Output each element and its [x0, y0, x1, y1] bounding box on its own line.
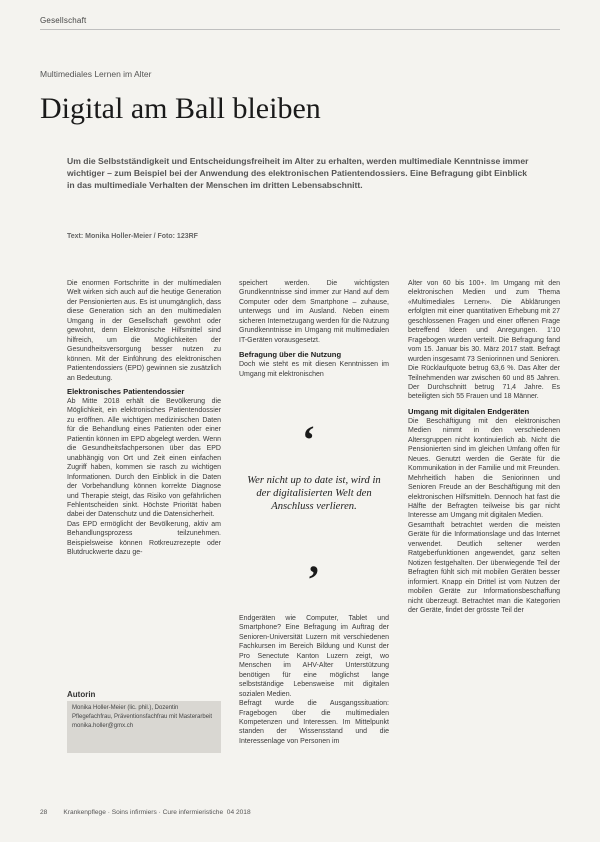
paragraph: speichert werden. Die wichtigsten Grundkenntnisse sind immer zur Hand auf dem Computer oder dem Smartphone – zuhause, unterwegs und im Ausland. Neben einem sicheren Internetzugang werden für die Nutzung Grundkenntnisse im Umgang mit multimedialen IT-Geräten vorausgesetzt.	[239, 280, 389, 344]
paragraph: Endgeräten wie Computer, Tablet und Smartphone? Eine Befragung im Auftrag der Senioren-Universität Luzern mit verschiedenen Fachkursen im Bereich Bildung und Kunst der Pro Senectute Kanton Luzern zeigt, wo Menschen im AHV-Alter Unterstützung benötigen für eine möglichst lange selbstständige Lebensweise mit digitalen sozialen Medien.	[239, 615, 389, 698]
paragraph: Die enormen Fortschritte in der multimedialen Welt wirken sich auch auf die heutige Generation der Pensionierten aus. Es ist unumgänglich, dass diese Generation sich an den multimedialen Umgang in der Gesellschaft gewöhnt oder gewohnt, denn Elektronische Hilfsmittel sind hilfreich, um die Möglichkeiten der Gesundheitsversorgung besser nutzen zu können. Mit der Einführung des elektronischen Patientendossiers (EPD) gewinnen sie zusätzlich an Bedeutung.	[67, 280, 221, 382]
paragraph: Alter von 60 bis 100+. Im Umgang mit den elektronischen Medien und zum Thema «Multimediales Lernen». Die Abklärungen erfolgten mit einer quantitativen Erhebung mit 27 geschlossenen Fragen und einer offenen Frage betreffend Ideen und Anregungen. 1'10 Fragebogen wurden verteilt. Die Befragung fand vom 15. Januar bis 30. März 2017 statt. Befragt wurden insgesamt 73 Seniorinnen und Senioren. Die Rücklaufquote betrug 63,6 %. Das Alter der Teilnehmenden war zwischen 60 und 85 Jahren. Der Durchschnitt betrug 71,4 Jahre. Es beteiligten sich 55 Frauen und 18 Männer.	[408, 280, 560, 401]
pull-quote: Wer nicht up to date ist, wird in der digitalisierten Welt den Anschluss verlieren.	[247, 475, 381, 513]
header-divider	[40, 29, 560, 30]
article-lead: Um die Selbstständigkeit und Entscheidungsfreiheit im Alter zu erhalten, werden multimediale Kenntnisse immer wichtiger – zum Beispiel bei der Anwendung des elektronischen Patientendossiers. Eine Befragung gibt Einblick in das multimediale Verhalten der Menschen im dritten Lebensabschnitt.	[67, 156, 529, 191]
author-heading: Autorin	[67, 690, 96, 699]
publication-name: Krankenpflege · Soins infirmiers · Cure infermieristiche	[63, 809, 224, 816]
paragraph: Das EPD ermöglicht der Bevölkerung, aktiv am Behandlungsprozess teilzunehmen. Beispielsweise können Rotkreuzrezepte oder Blutdruckwerte dazu ge-	[67, 520, 221, 557]
paragraph: Gesamthaft betrachtet werden die meisten Geräte für die Informationslage und das Internet verwendet. Deutlich seltener werden Ratgeberfunktionen angewendet, ganz selten Notizen festgehalten. Der überwiegende Teil der Befragten fühlt sich mit mobilen Geräten besser informiert. Knapp ein Drittel ist vom Nutzen der mobilen Geräte zur Informationsbeschaffung nicht überzeugt. Betrachtet man die Kategorien der Geräte, findet der grösste Teil der	[408, 521, 560, 614]
quote-open-mark-icon: ‘	[302, 417, 316, 462]
quote-close-mark-icon: ’	[307, 557, 321, 602]
page-number: 28	[40, 809, 48, 816]
page-footer	[40, 809, 251, 816]
text-column-1	[67, 279, 221, 558]
subheading-endgeraete: Umgang mit digitalen Endgeräten	[408, 406, 530, 416]
issue-number: 04 2018	[226, 809, 251, 816]
article-kicker: Multimediales Lernen im Alter	[40, 69, 152, 79]
author-info: Monika Holler-Meier (lic. phil.), Dozentin Pflegefachfrau, Präventionsfachfrau mit Masterarbeit monika.holler@gmx.ch	[72, 705, 213, 729]
subheading-befragung: Befragung über die Nutzung	[239, 350, 342, 360]
paragraph: Befragt wurde die Ausgangssituation: Fragebogen über die multimedialen Kompetenzen und Interessen. Im Mittelpunkt standen der Wissensstand und die Interessenlage von Personen im	[239, 700, 389, 745]
subheading-patientendossier: Elektronisches Patientendossier	[67, 386, 185, 396]
text-column-2	[239, 279, 389, 379]
section-label: Gesellschaft	[40, 16, 87, 25]
paragraph: Doch wie steht es mit diesen Kenntnissen im Umgang mit elektronischen	[239, 361, 389, 378]
paragraph: Die Beschäftigung mit den elektronischen Medien nimmt in den verschiedenen Altersgruppen nicht kontinuierlich ab. Nicht die Pensionierten sind im gleichen Umfang offen für Neues. Genutzt werden die Geräte für die Kommunikation in der Familie und mit Freunden. Mehrheitlich haben die Seniorinnen und Senioren Freude an der Beschäftigung mit den elektronischen Hilfsmitteln. Dennoch hat fast die Hälfte der Befragten teilweise bis gar nicht Interesse am Umgang mit digitalen Medien.	[408, 417, 560, 520]
text-column-2-continued	[239, 614, 389, 746]
paragraph: Ab Mitte 2018 erhält die Bevölkerung die Möglichkeit, ein elektronisches Patientendossier zu eröffnen. Alle wichtigen medizinischen Daten für die Behandlung eines Patienten oder einer Patientin können im EPD abgelegt werden. Wenn die Gesundheitsfachpersonen über das EPD unabhängig von Ort und Zeit einen einfachen Zugriff haben, kommen sie rasch zu wichtigen Informationen. Durch den Einblick in die Daten der Vorbehandlung können korrekte Diagnose und Therapie steigt, das Risiko von gefährlichen Fehlentscheiden sinkt. Höchste Priorität haben dabei der Datenschutz und die Datensicherheit.	[67, 397, 221, 519]
article-title: Digital am Ball bleiben	[40, 92, 321, 125]
article-byline: Text: Monika Holler-Meier / Foto: 123RF	[67, 233, 198, 240]
text-column-3	[408, 279, 560, 615]
